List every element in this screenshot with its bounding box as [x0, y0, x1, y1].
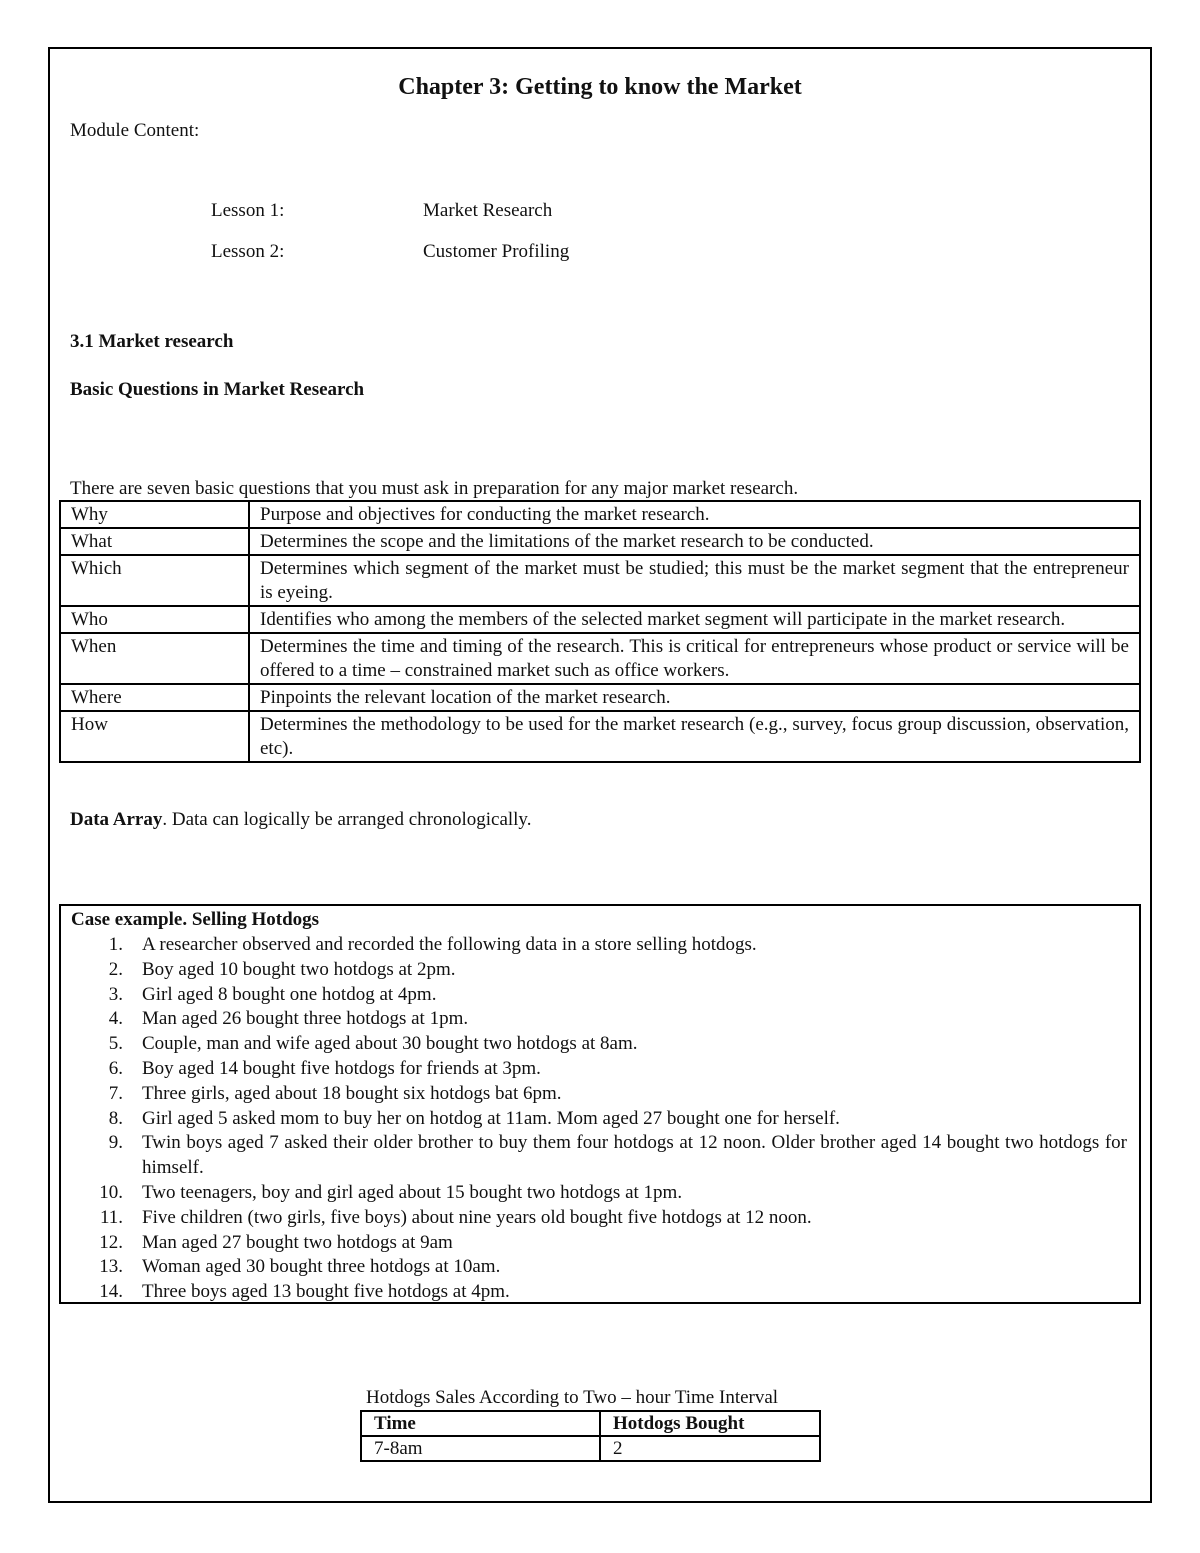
module-content-label: Module Content: — [70, 120, 200, 141]
basic-questions-table — [59, 500, 1141, 763]
list-item-number: 12. — [99, 1231, 123, 1253]
description-cell: Determines which segment of the market must be studied; this must be the market segment that the entrepreneur is eyeing. — [249, 555, 1140, 606]
list-item-text: Girl aged 5 asked mom to buy her on hotdog at 11am. Mom aged 27 bought one for herself. — [142, 1107, 840, 1129]
table-row — [60, 684, 1140, 711]
lesson-1-number: Lesson 1: — [211, 200, 285, 221]
list-item — [61, 1181, 1139, 1206]
question-cell: What — [60, 528, 249, 555]
data-array-paragraph — [70, 809, 531, 831]
list-item — [61, 1082, 1139, 1107]
list-item — [61, 933, 1139, 958]
list-item — [61, 958, 1139, 983]
list-item-number: 13. — [99, 1256, 123, 1278]
list-item-text: Three girls, aged about 18 bought six hotdogs bat 6pm. — [142, 1082, 562, 1104]
subheading: Basic Questions in Market Research — [70, 379, 365, 400]
time-cell: 7-8am — [361, 1436, 600, 1461]
list-item — [61, 1280, 1139, 1305]
list-item-text: Three boys aged 13 bought five hotdogs at 4pm. — [142, 1281, 510, 1303]
question-cell: Where — [60, 684, 249, 711]
case-example-box — [59, 904, 1141, 1304]
description-cell: Determines the methodology to be used for the market research (e.g., survey, focus group discussion, observation, etc). — [249, 711, 1140, 762]
question-cell: Which — [60, 555, 249, 606]
question-cell: Who — [60, 606, 249, 633]
table-row — [60, 501, 1140, 528]
list-item — [61, 1032, 1139, 1057]
list-item-number: 9. — [108, 1132, 123, 1154]
table-row — [60, 606, 1140, 633]
section-heading: 3.1 Market research — [70, 331, 234, 352]
list-item-text: Two teenagers, boy and girl aged about 15 bought two hotdogs at 1pm. — [142, 1181, 683, 1203]
list-item — [61, 1255, 1139, 1280]
chapter-title: Chapter 3: Getting to know the Market — [398, 74, 802, 100]
list-item-text: Girl aged 8 bought one hotdog at 4pm. — [142, 983, 437, 1005]
list-item — [61, 1007, 1139, 1032]
list-item-text: A researcher observed and recorded the following data in a store selling hotdogs. — [142, 934, 757, 955]
intro-text: There are seven basic questions that you must ask in preparation for any major market research. — [70, 478, 799, 499]
list-item-number: 8. — [108, 1107, 123, 1129]
case-example-title: Case example. Selling Hotdogs — [71, 909, 320, 930]
list-item — [61, 1231, 1139, 1256]
lesson-2-number: Lesson 2: — [211, 241, 285, 262]
description-cell: Identifies who among the members of the selected market segment will participate in the market research. — [249, 606, 1140, 633]
list-item-text: Boy aged 14 bought five hotdogs for friends at 3pm. — [142, 1057, 541, 1079]
list-item-text: Woman aged 30 bought three hotdogs at 10am. — [142, 1256, 501, 1278]
list-item — [61, 1131, 1139, 1181]
hotdog-sales-table — [360, 1410, 821, 1462]
list-item-number: 14. — [99, 1281, 123, 1303]
data-array-text: . Data can logically be arranged chronologically. — [162, 809, 532, 830]
list-item — [61, 1057, 1139, 1082]
list-item-number: 4. — [108, 1008, 123, 1030]
question-cell: Why — [60, 501, 249, 528]
list-item-text: Five children (two girls, five boys) about nine years old bought five hotdogs at 12 noon. — [142, 1206, 812, 1228]
table-row — [60, 711, 1140, 762]
question-cell: How — [60, 711, 249, 762]
list-item-number: 1. — [108, 934, 123, 955]
description-cell: Pinpoints the relevant location of the market research. — [249, 684, 1140, 711]
list-item-text: Boy aged 10 bought two hotdogs at 2pm. — [142, 958, 456, 980]
description-cell: Determines the scope and the limitations of the market research to be conducted. — [249, 528, 1140, 555]
list-item — [61, 983, 1139, 1008]
column-header-hotdogs-bought: Hotdogs Bought — [600, 1411, 820, 1436]
list-item-number: 7. — [108, 1082, 123, 1104]
table-row — [60, 528, 1140, 555]
description-cell: Purpose and objectives for conducting the market research. — [249, 501, 1140, 528]
list-item-number: 6. — [108, 1057, 123, 1079]
list-item — [61, 1206, 1139, 1231]
hotdog-table-caption: Hotdogs Sales According to Two – hour Time Interval — [366, 1387, 779, 1408]
list-item-text: Twin boys aged 7 asked their older brother to buy them four hotdogs at 12 noon. Older brother aged 14 bought two hotdogs for himself. — [142, 1132, 1127, 1179]
lesson-2-name: Customer Profiling — [423, 241, 570, 262]
data-array-label: Data Array — [70, 809, 163, 830]
table-row — [361, 1436, 820, 1461]
table-row — [60, 633, 1140, 684]
list-item — [61, 1107, 1139, 1132]
list-item-text: Man aged 27 bought two hotdogs at 9am — [142, 1231, 453, 1253]
list-item-number: 5. — [108, 1033, 123, 1055]
table-row — [60, 555, 1140, 606]
table-header-row — [361, 1411, 820, 1436]
list-item-number: 11. — [99, 1206, 123, 1228]
question-cell: When — [60, 633, 249, 684]
list-item-number: 2. — [108, 958, 123, 980]
lesson-1-name: Market Research — [423, 200, 553, 221]
list-item-text: Couple, man and wife aged about 30 bought two hotdogs at 8am. — [142, 1033, 638, 1055]
column-header-time: Time — [361, 1411, 600, 1436]
hotdogs-bought-cell: 2 — [600, 1436, 820, 1461]
list-item-number: 3. — [108, 983, 123, 1005]
case-example-list — [61, 933, 1139, 1305]
description-cell: Determines the time and timing of the research. This is critical for entrepreneurs whose product or service will be offered to a time – constrained market such as office workers. — [249, 633, 1140, 684]
list-item-text: Man aged 26 bought three hotdogs at 1pm. — [142, 1008, 469, 1030]
list-item-number: 10. — [99, 1181, 123, 1203]
